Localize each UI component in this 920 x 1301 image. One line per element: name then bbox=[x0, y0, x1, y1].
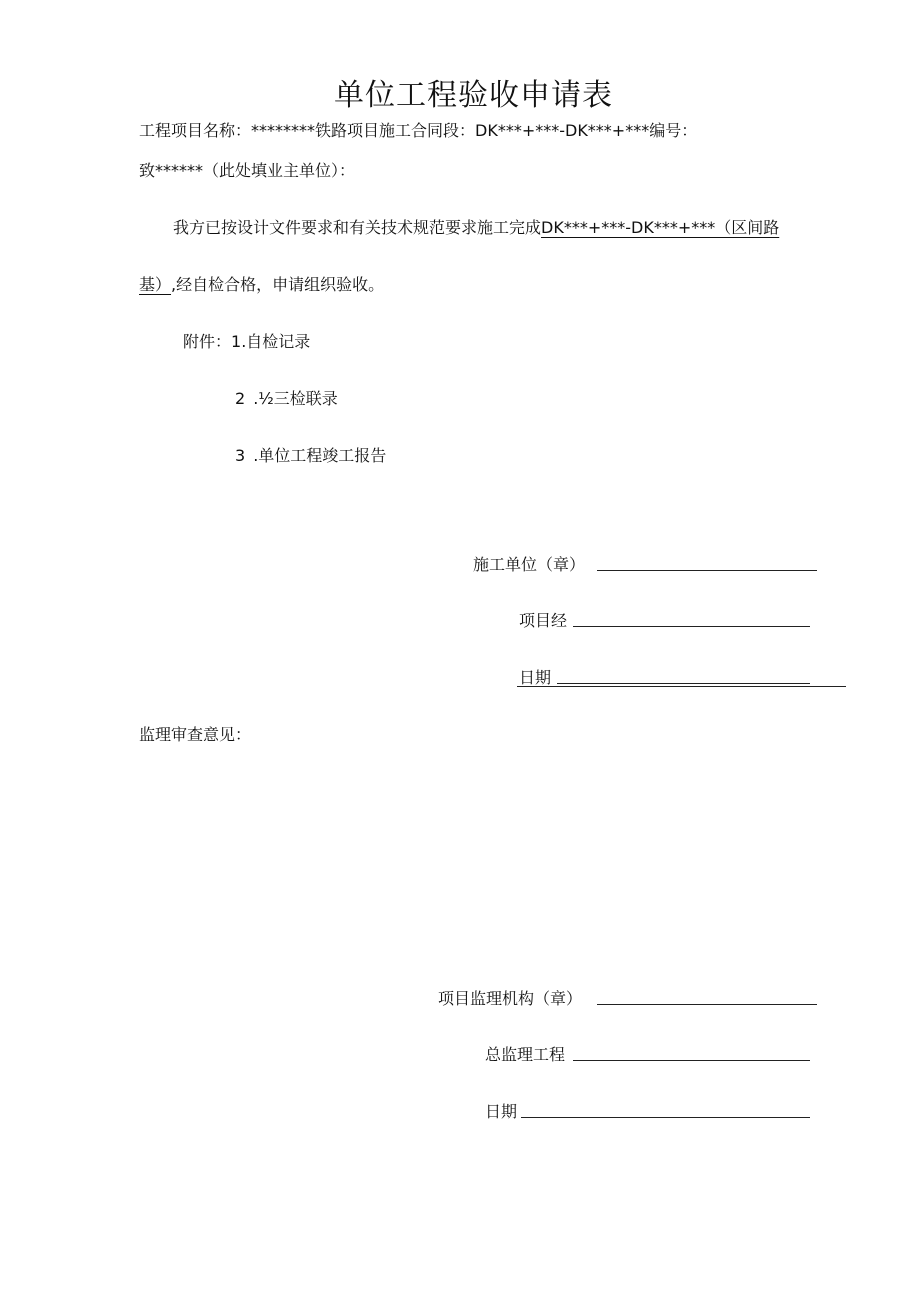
section-type-underlined: 基） bbox=[139, 275, 172, 294]
chief-supervisor-line bbox=[573, 1060, 810, 1061]
body-text: 我方已按设计文件要求和有关技术规范要求施工完成 bbox=[173, 218, 542, 237]
document-title: 单位工程验收申请表 bbox=[334, 78, 613, 113]
project-manager-line bbox=[573, 626, 810, 627]
attachment-item-1 bbox=[183, 329, 310, 352]
supervision-org-line bbox=[597, 1004, 817, 1005]
contractor-date-underline bbox=[517, 686, 846, 687]
attachments-label: 附件： bbox=[183, 332, 232, 351]
supervisor-date-label: 日期 bbox=[485, 1102, 518, 1121]
section-range-underlined: DK***+***-DK***+***（区间路 bbox=[541, 218, 780, 237]
body-paragraph-line2 bbox=[139, 272, 384, 295]
attachment-text: 自检记录 bbox=[246, 332, 311, 351]
project-manager-label: 项目经 bbox=[519, 611, 568, 630]
attachment-num: 3 bbox=[235, 446, 246, 465]
attachment-text: .单位工程竣工报告 bbox=[253, 446, 387, 465]
attachment-text: .½三检联录 bbox=[253, 389, 338, 408]
contractor-date-label: 日期 bbox=[519, 668, 552, 687]
chief-supervisor-label: 总监理工程 bbox=[485, 1045, 566, 1064]
body-paragraph-line1 bbox=[173, 215, 779, 238]
contractor-unit-line bbox=[597, 570, 817, 571]
attachment-num: 1. bbox=[231, 332, 247, 351]
supervision-opinion-label: 监理审查意见： bbox=[139, 725, 252, 744]
attachment-num: 2 bbox=[235, 389, 246, 408]
project-name-line: 工程项目名称：********铁路项目施工合同段：DK***+***-DK***+***编号： bbox=[139, 121, 698, 140]
attachment-item-3 bbox=[235, 443, 386, 466]
addressee-line: 致******（此处填业主单位）： bbox=[139, 161, 356, 180]
body-text-end: ,经自检合格，申请组织验收。 bbox=[171, 275, 385, 294]
contractor-date-line bbox=[557, 683, 810, 684]
attachment-item-2 bbox=[235, 386, 338, 409]
contractor-unit-label: 施工单位（章） bbox=[473, 555, 586, 574]
supervisor-date-line bbox=[521, 1117, 810, 1118]
supervision-org-label: 项目监理机构（章） bbox=[438, 989, 583, 1008]
